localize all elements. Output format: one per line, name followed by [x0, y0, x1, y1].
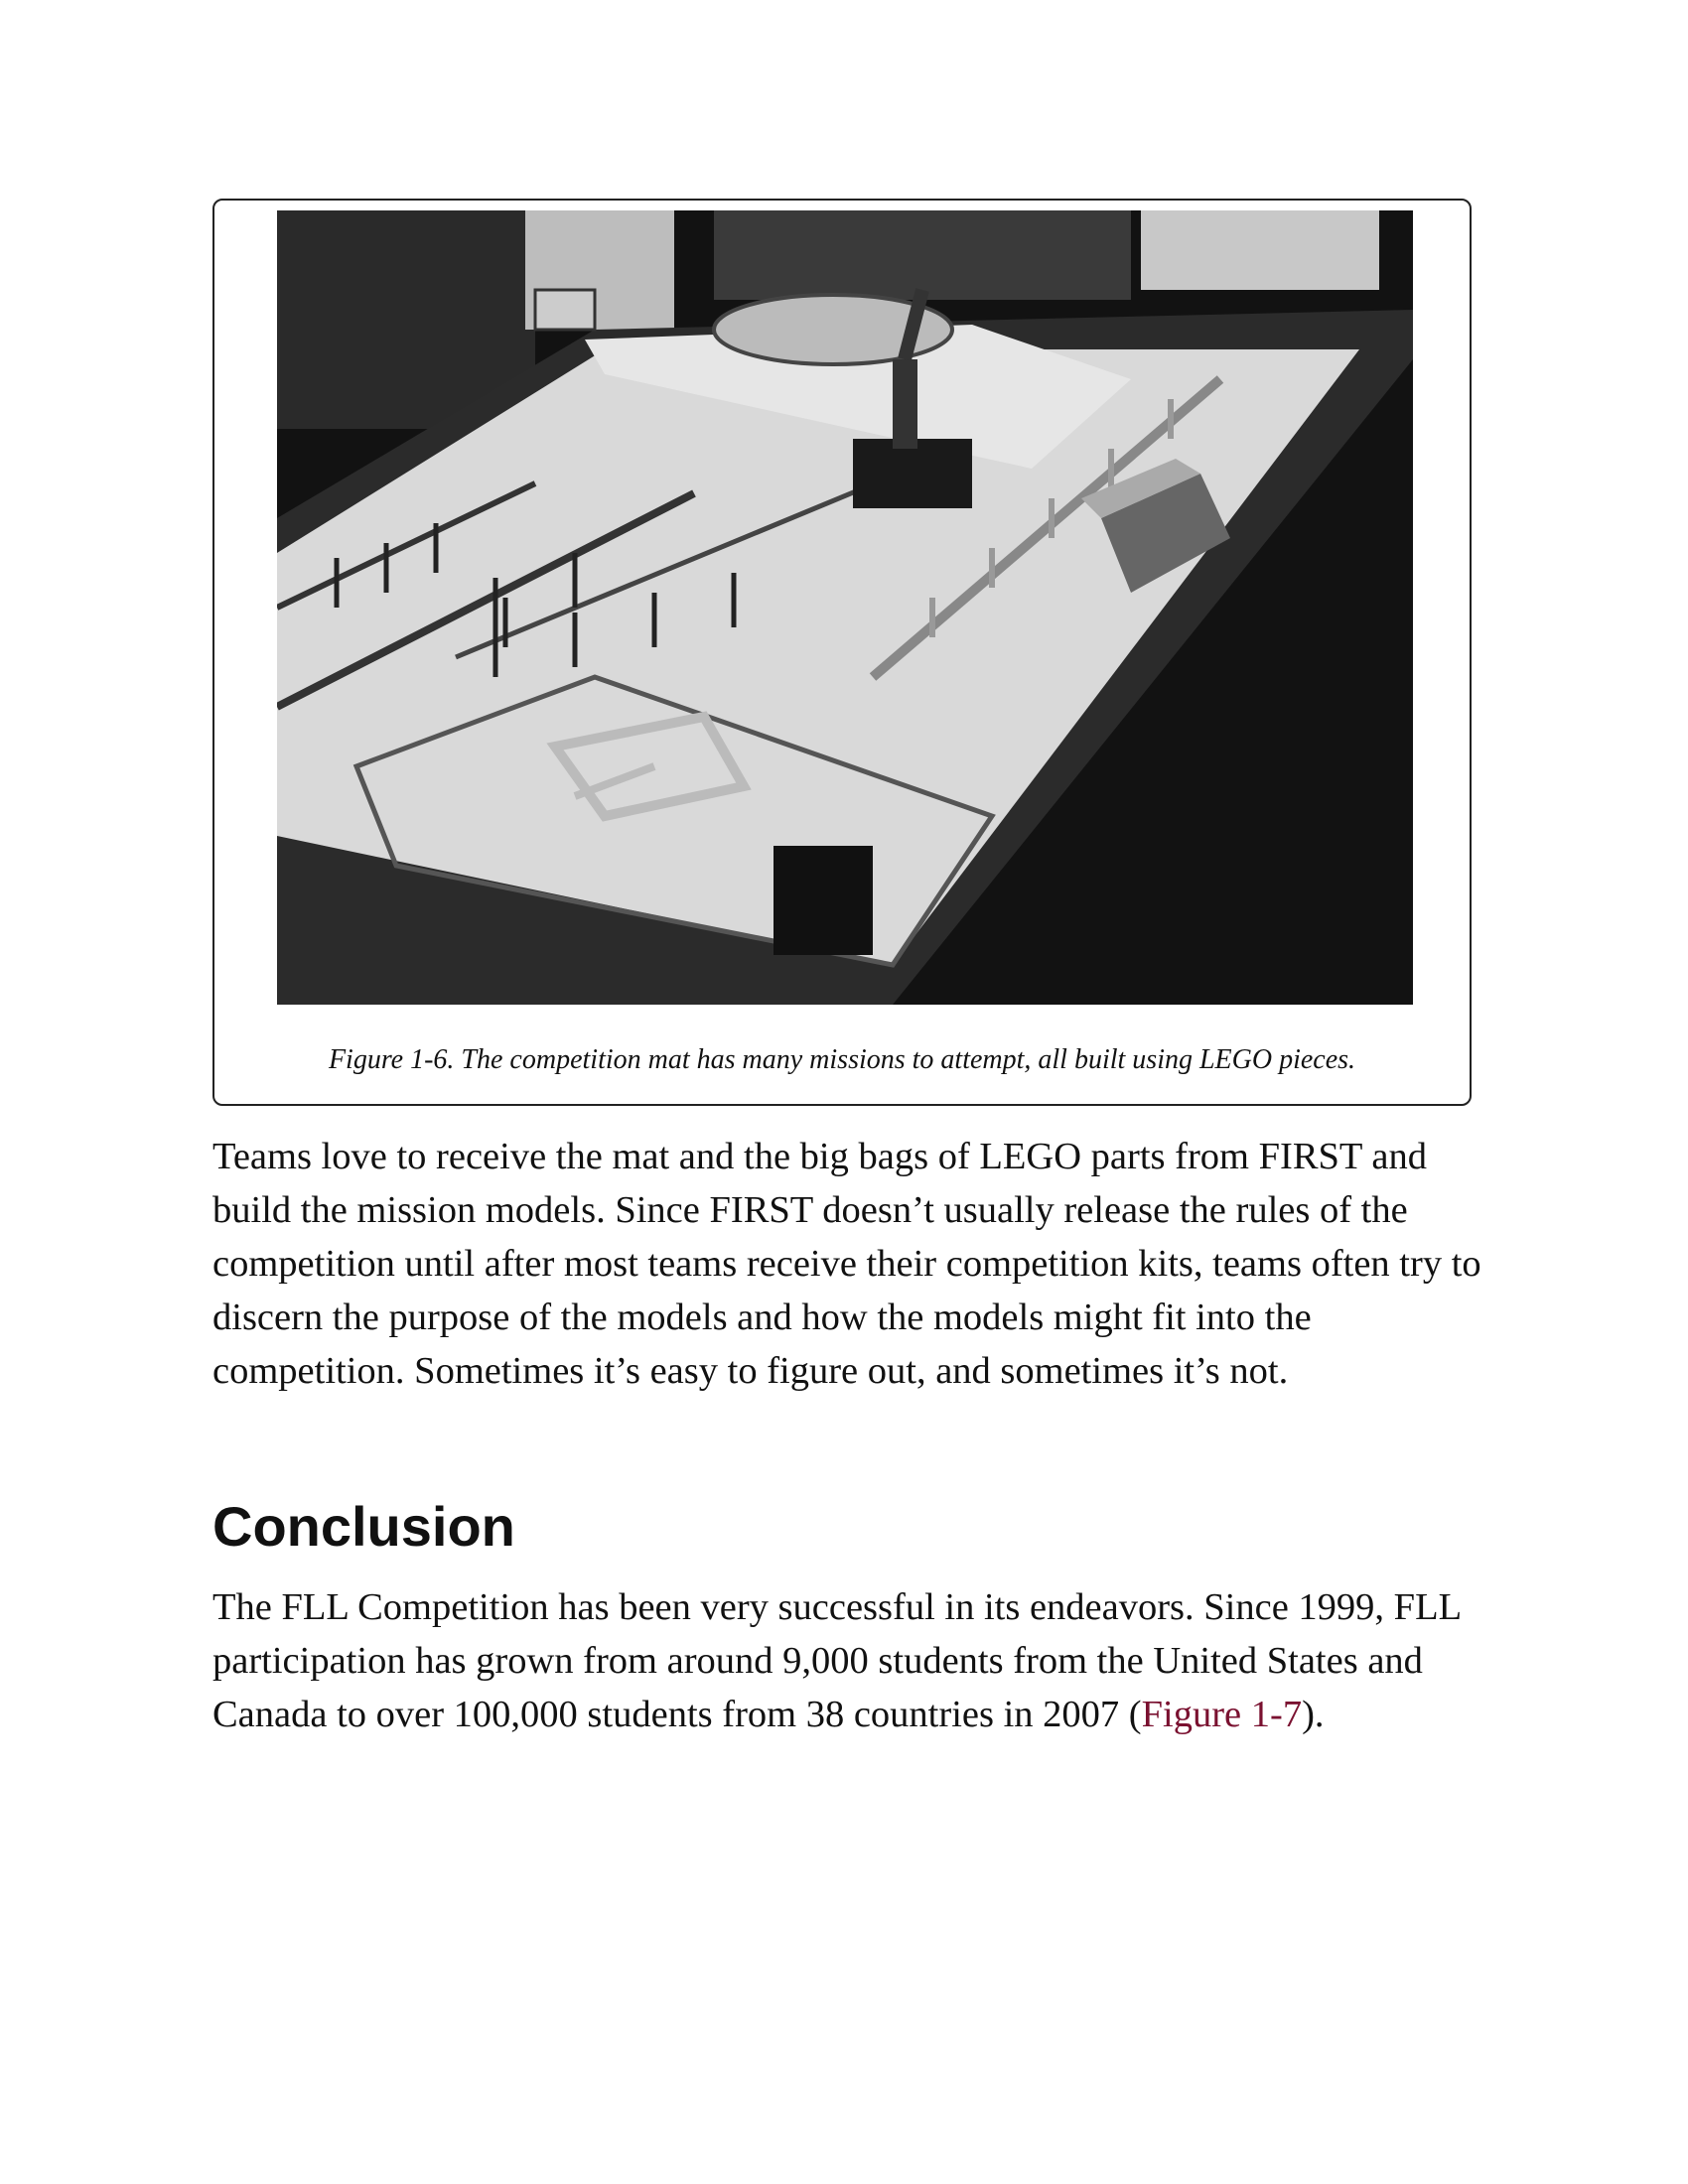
section-heading: Conclusion — [212, 1495, 515, 1558]
figure-reference-link[interactable]: Figure 1-7 — [1141, 1694, 1303, 1735]
figure-container — [212, 199, 1472, 1106]
conclusion-text: The FLL Competition has been very successful in its endeavors. Since 1999, FLL participation has grown from around 9,000 students from the United States and Canada to over 100,000 students from 38 countries in 2007 ( — [212, 1586, 1461, 1735]
figure-caption: Figure 1-6. The competition mat has many missions to attempt, all built using LEGO pieces. — [328, 1044, 1356, 1075]
body-paragraph: Teams love to receive the mat and the big bags of LEGO parts from FIRST and build the mission models. Since FIRST doesn’t usually release the rules of the competition until after most teams receive their competition kits, teams often try to discern the purpose of the models and how the models might fit into the competition. Sometimes it’s easy to figure out, and sometimes it’s not. — [212, 1136, 1481, 1392]
competition-mat-photo — [277, 210, 1413, 1005]
conclusion-end: ). — [1302, 1694, 1325, 1735]
conclusion-paragraph — [212, 1580, 1493, 1741]
competition-mat-illustration — [277, 210, 1413, 1005]
